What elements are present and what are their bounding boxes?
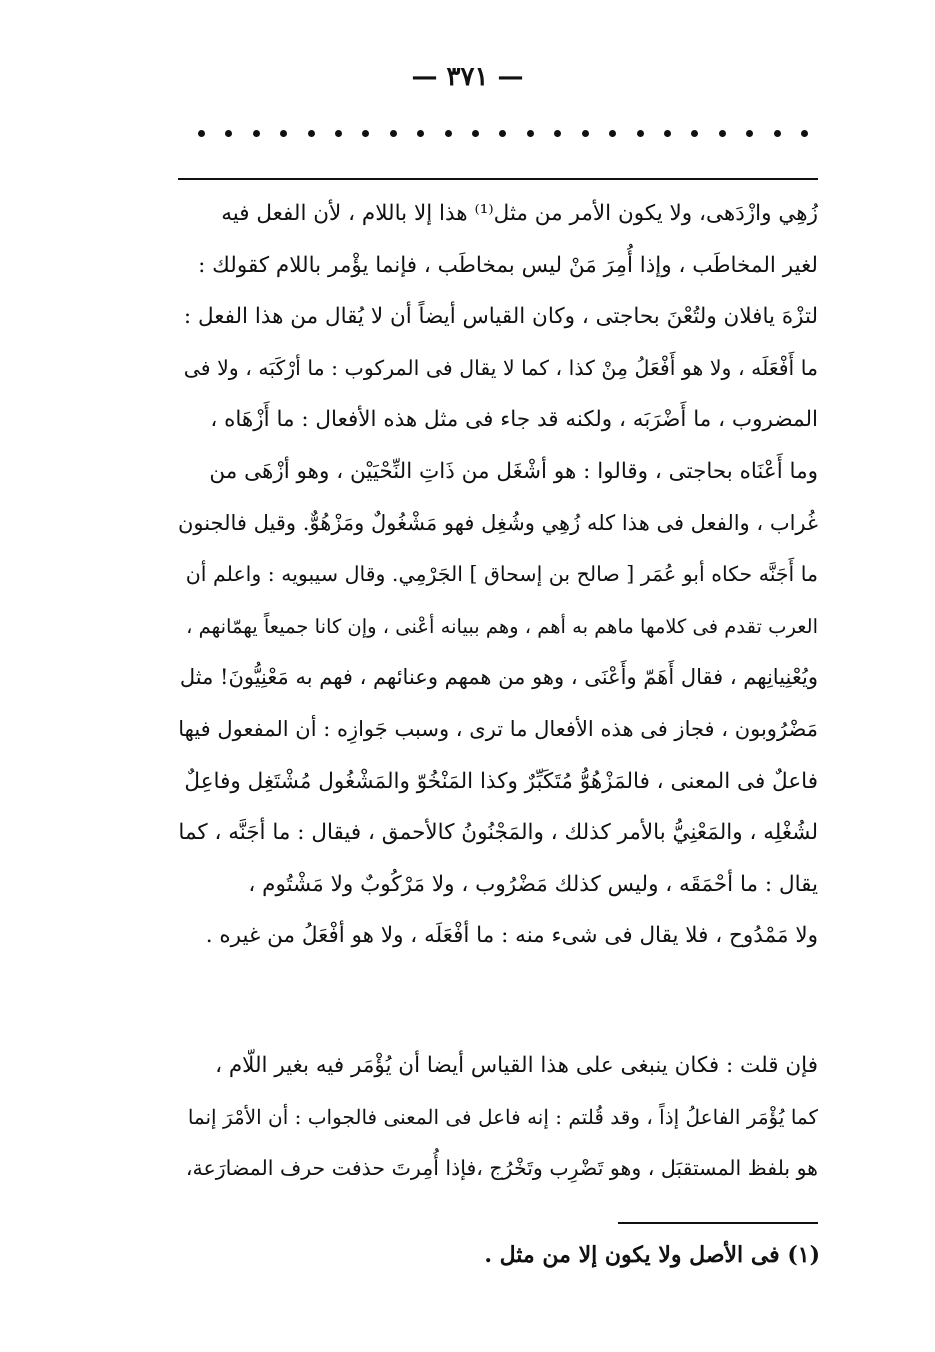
text-line: ويُعْنِيانِهم ، فقال أَهَمّ وأَعْنَى ، وهو من همهم وعنائهم ، فهم به مَعْنِيُّونَ! مثل — [179, 665, 818, 690]
text-line: فاعلٌ فى المعنى ، فالمَزْهُوُّ مُتَكَبِّرٌ وكذا المَنْخُوّ والمَشْغُول مُشْتَغِل وفاعِلٌ — [184, 768, 818, 794]
dot — [499, 130, 506, 137]
dot — [335, 130, 342, 137]
dot — [527, 130, 534, 137]
text-line: مَضْرُوبون ، فجاز فى هذه الأفعال ما ترى ، وسبب جَوازِه : أن المفعول فيها — [178, 716, 818, 741]
text-line: ولا مَمْدُوح ، فلا يقال فى شىء منه : ما أفْعَلَه ، ولا هو أفْعَلُ من غيره . — [205, 923, 818, 949]
main-paragraph — [178, 188, 818, 962]
text-line: زُهِي وازْدَهى، ولا يكون الأمر من مثل⁽¹⁾ هذا إلا باللام ، لأن الفعل فيه — [221, 201, 818, 226]
second-paragraph — [178, 1040, 818, 1195]
dot — [554, 130, 561, 137]
dot — [445, 130, 452, 137]
dot — [308, 130, 315, 137]
text-line: ما أَفْعَلَه ، ولا هو أَفْعَلُ مِنْ كذا ، كما لا يقال فى المركوب : ما أرْكَبَه ، ولا فى — [183, 355, 818, 380]
text-line: وما أَعْنَاه بحاجتى ، وقالوا : هو أشْغَل من ذَاتِ النِّحْيَيْن ، وهو أزْهَى من — [209, 458, 818, 484]
dot — [637, 130, 644, 137]
dot — [582, 130, 589, 137]
dot — [746, 130, 753, 137]
text-line: هو بلفظ المستقبَل ، وهو تَضْرِب وتَخْرُج ،فإذا أُمِرتَ حذفت حرف المضارَعة، — [185, 1156, 818, 1181]
dot — [253, 130, 260, 137]
text-line: لشُغْلِه ، والمَعْنِيُّ بالأمر كذلك ، والمَجْنُونُ كالأحمق ، فيقال : ما أجَنَّه ، كما — [178, 820, 818, 846]
dot — [719, 130, 726, 137]
dot — [472, 130, 479, 137]
header-rule — [178, 178, 818, 180]
text-line: المضروب ، ما أَضْرَبَه ، ولكنه قد جاء فى مثل هذه الأفعال : ما أَزْهَاه ، — [210, 407, 818, 433]
dot — [664, 130, 671, 137]
dot — [691, 130, 698, 137]
dot — [225, 130, 232, 137]
text-line: يقال : ما أحْمَقَه ، وليس كذلك مَضْرُوب ، ولا مَرْكُوبٌ ولا مَشْتُوم ، — [248, 871, 818, 897]
text-line: لتزْهَ يافلان ولتُعْنَ بحاجتى ، وكان القياس أيضاً أن لا يُقال من هذا الفعل : — [183, 304, 818, 330]
page-number: — ٣٧١ — — [411, 62, 524, 92]
dot — [801, 130, 808, 137]
text-line: ما أَجَنَّه حكاه أبو عُمَر [ صالح بن إسحاق ] الجَرْمِي. وقال سيبويه : واعلم أن — [185, 562, 818, 587]
text-line: العرب تقدم فى كلامها ماهم به أهم ، وهم ببيانه أعْنى ، وإن كانا جميعاً يهمّانهم ، — [186, 614, 818, 638]
dot — [362, 130, 369, 137]
dot — [390, 130, 397, 137]
text-line: لغير المخاطَب ، وإذا أُمِرَ مَنْ ليس بمخاطَب ، فإنما يؤْمر باللام كقولك : — [198, 252, 818, 278]
dot — [774, 130, 781, 137]
text-line: كما يُؤْمَر الفاعلُ إذاً ، وقد قُلتم : إنه فاعل فى المعنى فالجواب : أن الأمْرَ إنما — [187, 1104, 818, 1129]
dot — [198, 130, 205, 137]
dot — [280, 130, 287, 137]
dot — [609, 130, 616, 137]
text-line: غُراب ، والفعل فى هذا كله زُهِي وشُغِل فهو مَشْغُولٌ ومَزْهُوٌّ. وقيل فالجنون — [178, 510, 818, 535]
ornamental-dot-row — [198, 130, 808, 137]
footnote: (١) فى الأصل ولا يكون إلا من مثل . — [484, 1242, 820, 1268]
dot — [417, 130, 424, 137]
footnote-rule — [618, 1222, 818, 1224]
text-line: فإن قلت : فكان ينبغى على هذا القياس أيضا أن يُؤْمَر فيه بغير اللّام ، — [215, 1053, 818, 1078]
